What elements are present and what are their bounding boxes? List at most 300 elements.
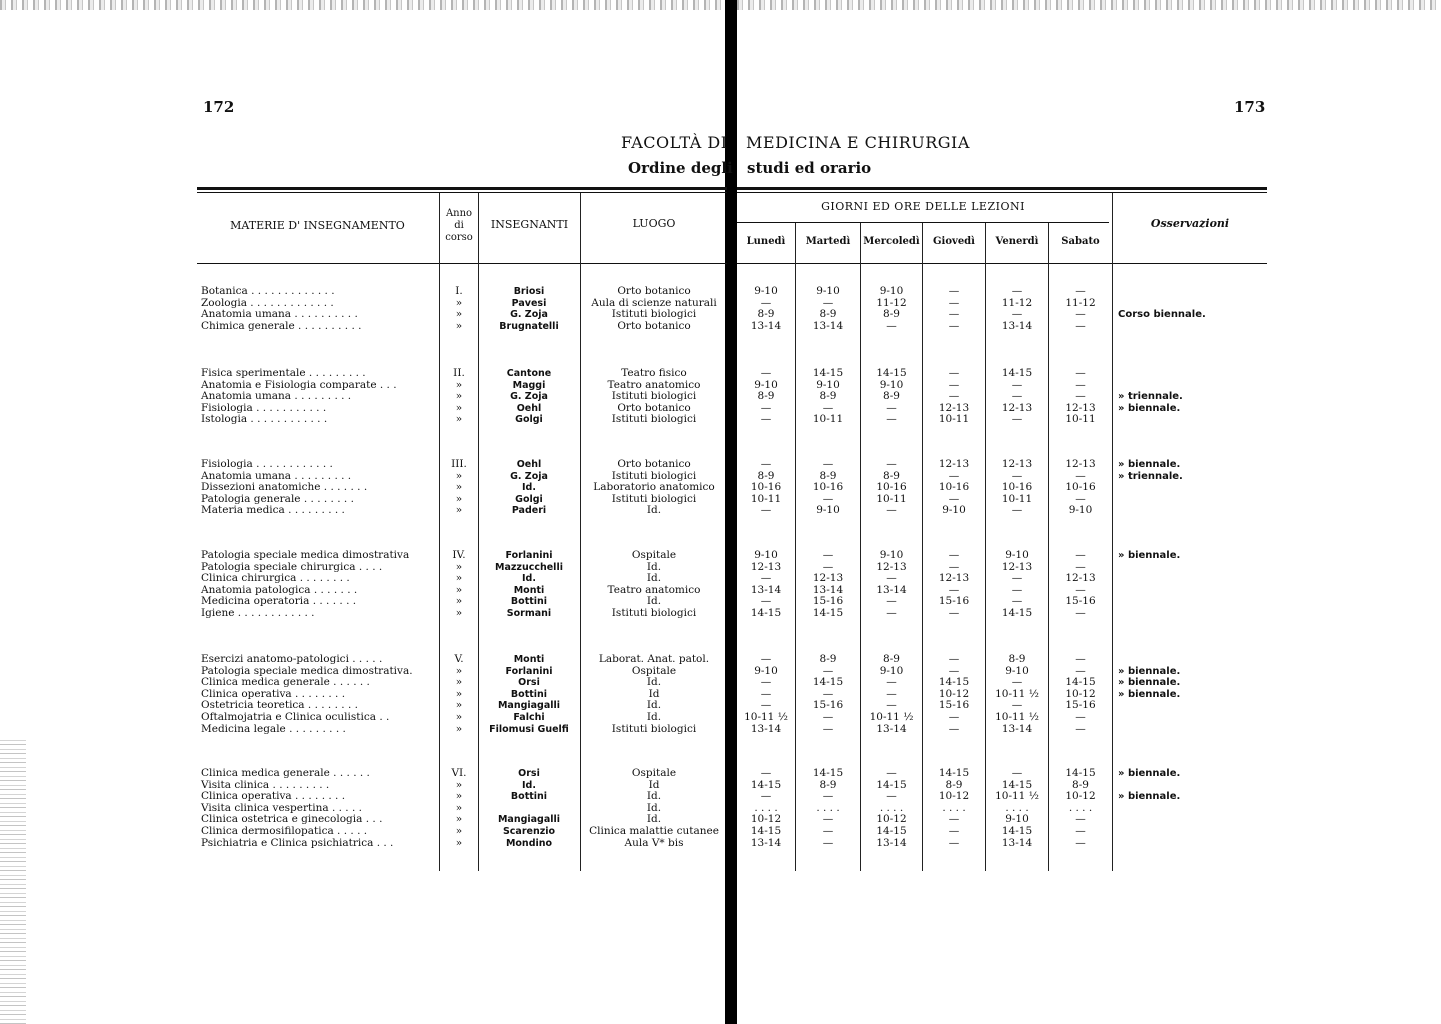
cell-mar-g2-r1: 14-15 (812, 367, 844, 379)
cell-gio-g6-r7: — (948, 836, 960, 849)
cell-lun-g1-r1: 9-10 (754, 285, 778, 297)
cell-insegnanti-g2-r3: G. Zoja (510, 391, 548, 403)
cell-sab-g5-r5: 15-16 (1065, 699, 1096, 712)
cell-insegnanti-g2-r4: Oehl (516, 402, 542, 414)
cell-mer-g2-r3: 8-9 (883, 390, 900, 403)
cell-gio-g4-r6: — (948, 607, 960, 619)
cell-mar-g3-r5: 9-10 (816, 504, 840, 517)
vline-day-4 (985, 223, 986, 871)
cell-mer-g1-r4: — (886, 319, 897, 332)
cell-sab-g2-r1: — (1075, 367, 1086, 379)
cell-materie-g5-r1: Esercizi anatomo-patologici . . . . . (201, 653, 383, 665)
cell-luogo-g6-r2: Id (648, 778, 660, 791)
cell-ven-g3-r3: 10-16 (1001, 481, 1033, 494)
cell-anno-g2-r3: » (455, 390, 463, 403)
cell-lun-g1-r3: 8-9 (757, 308, 775, 321)
cell-gio-g5-r2: — (948, 664, 960, 677)
cell-materie-g5-r5: Ostetricia teoretica . . . . . . . . (201, 699, 358, 712)
cell-oss-g5-r2: » biennale. (1118, 665, 1181, 677)
cell-ven-g4-r6: 14-15 (1001, 607, 1033, 619)
cell-mar-g1-r2: — (822, 296, 834, 309)
cell-ven-g4-r1: 9-10 (1005, 549, 1029, 561)
cell-mar-g3-r1: — (822, 458, 834, 470)
cell-gio-g6-r5: — (948, 813, 960, 826)
cell-insegnanti-g2-r2: Maggi (512, 379, 546, 391)
cell-mar-g6-r4: . . . . (816, 801, 840, 814)
cell-ven-g4-r2: 12-13 (1001, 560, 1033, 573)
cell-anno-g4-r4: » (455, 583, 463, 596)
cell-materie-g3-r5: Materia medica . . . . . . . . . (201, 504, 345, 517)
cell-mer-g3-r4: 10-11 (876, 492, 907, 505)
cell-luogo-g5-r4: Id (648, 687, 660, 700)
cell-ven-g1-r2: 11-12 (1001, 296, 1033, 309)
cell-ven-g5-r3: — (1011, 676, 1023, 689)
top-rule-left-thin (197, 192, 727, 193)
cell-mer-g5-r2: 9-10 (879, 664, 904, 677)
cell-ven-g6-r6: 14-15 (1001, 825, 1033, 837)
cell-lun-g4-r6: 14-15 (750, 607, 782, 619)
cell-insegnanti-g1-r1: Briosi (513, 286, 545, 297)
cell-anno-g6-r3: » (455, 790, 463, 803)
title-right: MEDICINA E CHIRURGIA (746, 133, 970, 152)
cell-luogo-g5-r7: Istituti biologici (611, 722, 697, 735)
col-header-anno: Anno di corso (445, 208, 473, 243)
cell-gio-g6-r3: 10-12 (938, 790, 970, 803)
cell-anno-g6-r5: » (455, 813, 463, 826)
cell-sab-g6-r7: — (1075, 836, 1086, 849)
cell-mar-g4-r1: — (822, 549, 834, 561)
cell-mer-g5-r5: — (886, 699, 897, 712)
col-header-materie: MATERIE D' INSEGNAMENTO (230, 219, 405, 232)
cell-insegnanti-g5-r2: Forlanini (505, 665, 553, 677)
cell-anno-g2-r1: II. (453, 367, 465, 379)
cell-mar-g2-r2: 9-10 (816, 378, 840, 391)
cell-sab-g6-r2: 8-9 (1072, 778, 1089, 791)
cell-gio-g5-r6: — (948, 711, 960, 723)
cell-gio-g2-r3: — (948, 390, 960, 403)
cell-gio-g1-r4: — (948, 319, 960, 332)
day-header-sabato: Sabato (1061, 236, 1100, 247)
cell-sab-g2-r2: — (1075, 378, 1086, 391)
cell-insegnanti-g2-r1: Cantone (506, 368, 552, 379)
cell-mar-g5-r4: — (822, 687, 834, 700)
cell-sab-g4-r3: 12-13 (1065, 572, 1096, 585)
cell-gio-g2-r1: — (948, 367, 960, 379)
cell-gio-g3-r4: — (948, 492, 960, 505)
cell-luogo-g1-r4: Orto botanico (617, 319, 691, 332)
cell-anno-g4-r3: » (455, 572, 463, 585)
cell-materie-g5-r3: Clinica medica generale . . . . . . (201, 676, 370, 689)
cell-anno-g3-r1: III. (451, 458, 467, 470)
cell-mer-g5-r1: 8-9 (883, 653, 900, 665)
cell-gio-g5-r7: — (948, 722, 960, 735)
cell-gio-g5-r4: 10-12 (938, 687, 970, 700)
cell-mar-g6-r1: 14-15 (812, 767, 844, 779)
cell-luogo-g5-r5: Id. (646, 699, 662, 712)
cell-ven-g3-r2: — (1011, 469, 1023, 482)
cell-materie-g1-r2: Zoologia . . . . . . . . . . . . . (201, 296, 334, 309)
cell-materie-g5-r6: Oftalmojatria e Clinica oculistica . . (201, 711, 390, 723)
cell-materie-g1-r4: Chimica generale . . . . . . . . . . (201, 319, 362, 332)
cell-mer-g3-r2: 8-9 (883, 469, 900, 482)
cell-oss-g4-r1: » biennale. (1118, 550, 1181, 561)
cell-sab-g6-r5: — (1075, 813, 1086, 826)
cell-ven-g3-r1: 12-13 (1001, 458, 1033, 470)
cell-mer-g4-r6: — (886, 607, 897, 619)
subtitle-left: Ordine degli (628, 159, 733, 177)
cell-materie-g1-r1: Botanica . . . . . . . . . . . . . (201, 285, 335, 297)
cell-lun-g5-r3: — (760, 676, 772, 689)
cell-ven-g6-r4: . . . . (1005, 801, 1029, 814)
cell-sab-g6-r4: . . . . (1068, 801, 1093, 814)
cell-insegnanti-g4-r4: Monti (513, 584, 545, 596)
cell-sab-g1-r2: 11-12 (1065, 296, 1096, 309)
title-left: FACOLTÀ DI (621, 133, 728, 152)
cell-luogo-g5-r1: Laborat. Anat. patol. (598, 653, 710, 665)
cell-mar-g4-r3: 12-13 (812, 572, 844, 585)
col-header-luogo: LUOGO (632, 217, 676, 230)
cell-ven-g5-r1: 8-9 (1008, 653, 1026, 665)
cell-anno-g1-r2: » (455, 296, 463, 309)
cell-insegnanti-g5-r6: Falchi (513, 712, 545, 723)
cell-mar-g4-r4: 13-14 (812, 583, 844, 596)
cell-luogo-g2-r5: Istituti biologici (611, 413, 697, 426)
cell-materie-g2-r5: Istologia . . . . . . . . . . . . (201, 413, 328, 426)
cell-insegnanti-g1-r2: Pavesi (511, 297, 547, 309)
cell-lun-g6-r2: 14-15 (750, 778, 782, 791)
scan-noise-top (0, 0, 1441, 10)
cell-sab-g4-r2: — (1075, 560, 1086, 573)
cell-insegnanti-g6-r7: Mondino (505, 837, 553, 849)
cell-lun-g5-r7: 13-14 (750, 722, 782, 735)
scan-noise-left (0, 740, 26, 1024)
cell-insegnanti-g5-r1: Monti (513, 654, 545, 665)
cell-gio-g3-r1: 12-13 (938, 458, 970, 470)
cell-anno-g5-r5: » (455, 699, 463, 712)
cell-insegnanti-g1-r3: G. Zoja (510, 309, 548, 321)
giorni-rule (737, 222, 1109, 223)
cell-lun-g1-r4: 13-14 (750, 319, 782, 332)
cell-oss-g5-r3: » biennale. (1118, 677, 1181, 689)
cell-gio-g5-r5: 15-16 (938, 699, 970, 712)
cell-materie-g6-r7: Psichiatria e Clinica psichiatrica . . . (201, 836, 394, 849)
cell-anno-g5-r2: » (455, 664, 463, 677)
cell-sab-g5-r2: — (1075, 664, 1086, 677)
cell-luogo-g1-r2: Aula di scienze naturali (591, 296, 717, 309)
cell-lun-g3-r1: — (760, 458, 772, 470)
cell-mer-g6-r5: 10-12 (876, 813, 907, 826)
cell-materie-g6-r6: Clinica dermosifilopatica . . . . . (201, 825, 368, 837)
cell-luogo-g3-r4: Istituti biologici (611, 492, 697, 505)
cell-anno-g4-r5: » (455, 595, 463, 608)
cell-insegnanti-g3-r4: Golgi (515, 493, 543, 505)
cell-luogo-g1-r1: Orto botanico (617, 285, 691, 297)
cell-mar-g4-r2: — (822, 560, 834, 573)
cell-mer-g3-r1: — (886, 458, 897, 470)
cell-ven-g6-r2: 14-15 (1001, 778, 1033, 791)
cell-mer-g1-r1: 9-10 (879, 285, 904, 297)
cell-anno-g1-r1: I. (455, 285, 463, 297)
cell-sab-g5-r4: 10-12 (1065, 687, 1096, 700)
cell-luogo-g6-r3: Id. (646, 790, 662, 803)
cell-gio-g6-r2: 8-9 (945, 778, 963, 791)
cell-gio-g4-r5: 15-16 (938, 595, 970, 608)
cell-lun-g6-r4: . . . . (754, 801, 778, 814)
cell-sab-g5-r1: — (1075, 653, 1086, 665)
cell-anno-g6-r1: VI. (451, 767, 467, 779)
cell-lun-g4-r3: — (760, 572, 772, 585)
header-rule-right (737, 263, 1267, 264)
vline-osservazioni (1112, 193, 1113, 871)
cell-mar-g1-r4: 13-14 (812, 319, 844, 332)
cell-materie-g2-r2: Anatomia e Fisiologia comparate . . . (201, 378, 397, 391)
cell-sab-g3-r5: 9-10 (1068, 504, 1093, 517)
cell-mar-g1-r3: 8-9 (819, 308, 837, 321)
cell-ven-g1-r4: 13-14 (1001, 319, 1033, 332)
cell-mer-g5-r6: 10-11 ½ (869, 711, 914, 723)
cell-luogo-g6-r4: Id. (646, 801, 662, 814)
day-header-martedi: Martedì (805, 236, 851, 247)
cell-mer-g4-r5: — (886, 595, 897, 608)
cell-mar-g5-r7: — (822, 722, 834, 735)
cell-materie-g4-r1: Patologia speciale medica dimostrativa (201, 549, 410, 561)
cell-gio-g1-r1: — (948, 285, 960, 297)
cell-lun-g5-r6: 10-11 ½ (744, 711, 788, 723)
cell-materie-g6-r5: Clinica ostetrica e ginecologia . . . (201, 813, 383, 826)
cell-sab-g3-r1: 12-13 (1065, 458, 1096, 470)
cell-mar-g2-r3: 8-9 (819, 390, 837, 403)
cell-insegnanti-g5-r4: Bottini (510, 688, 548, 700)
cell-anno-g2-r2: » (455, 378, 463, 391)
cell-anno-g3-r3: » (455, 481, 463, 494)
cell-mar-g5-r1: 8-9 (819, 653, 837, 665)
cell-luogo-g3-r1: Orto botanico (617, 458, 691, 470)
cell-lun-g4-r4: 13-14 (750, 583, 782, 596)
cell-gio-g1-r3: — (948, 308, 960, 321)
day-header-venerdi: Venerdì (995, 236, 1039, 247)
cell-luogo-g4-r5: Id. (646, 595, 662, 608)
cell-sab-g3-r2: — (1075, 469, 1086, 482)
cell-sab-g6-r1: 14-15 (1065, 767, 1096, 779)
cell-insegnanti-g5-r7: Filomusi Guelfi (489, 723, 569, 735)
cell-sab-g2-r3: — (1075, 390, 1086, 403)
cell-sab-g4-r5: 15-16 (1065, 595, 1096, 608)
cell-luogo-g4-r1: Ospitale (631, 549, 677, 561)
cell-materie-g3-r2: Anatomia umana . . . . . . . . . (201, 469, 352, 482)
cell-ven-g6-r5: 9-10 (1005, 813, 1029, 826)
cell-ven-g2-r3: — (1011, 390, 1023, 403)
cell-luogo-g6-r1: Ospitale (631, 767, 677, 779)
cell-insegnanti-g6-r5: Mangiagalli (497, 814, 561, 826)
cell-gio-g4-r2: — (948, 560, 960, 573)
cell-insegnanti-g4-r5: Bottini (510, 596, 548, 608)
cell-luogo-g2-r1: Teatro fisico (621, 367, 687, 379)
cell-materie-g4-r3: Clinica chirurgica . . . . . . . . (201, 572, 350, 585)
cell-lun-g5-r5: — (760, 699, 772, 712)
cell-sab-g5-r7: — (1075, 722, 1086, 735)
subtitle-right: studi ed orario (747, 159, 872, 177)
cell-materie-g6-r2: Visita clinica . . . . . . . . . (201, 778, 330, 791)
cell-ven-g4-r3: — (1011, 572, 1023, 585)
cell-mer-g4-r3: — (886, 572, 897, 585)
cell-anno-g5-r4: » (455, 687, 463, 700)
cell-gio-g2-r2: — (948, 378, 960, 391)
cell-lun-g2-r3: 8-9 (757, 390, 775, 403)
cell-luogo-g4-r2: Id. (646, 560, 662, 573)
cell-anno-g5-r1: V. (454, 653, 464, 665)
cell-lun-g5-r4: — (760, 687, 772, 700)
cell-luogo-g4-r4: Teatro anatomico (607, 583, 701, 596)
cell-sab-g4-r6: — (1075, 607, 1086, 619)
cell-anno-g4-r1: IV. (452, 549, 466, 561)
cell-mar-g6-r6: — (822, 825, 834, 837)
cell-anno-g5-r3: » (455, 676, 463, 689)
cell-anno-g6-r2: » (455, 778, 463, 791)
cell-luogo-g5-r3: Id. (646, 676, 662, 689)
cell-mar-g3-r2: 8-9 (819, 469, 837, 482)
cell-oss-g2-r4: » biennale. (1118, 402, 1181, 414)
cell-ven-g5-r7: 13-14 (1001, 722, 1033, 735)
vline-day-3 (922, 223, 923, 871)
top-rule-left (197, 187, 727, 190)
cell-ven-g5-r2: 9-10 (1005, 664, 1029, 677)
cell-insegnanti-g6-r2: Id. (522, 779, 536, 791)
cell-insegnanti-g4-r2: Mazzucchelli (495, 561, 563, 573)
cell-insegnanti-g3-r3: Id. (522, 482, 536, 494)
cell-materie-g2-r3: Anatomia umana . . . . . . . . . (201, 390, 352, 403)
cell-ven-g2-r2: — (1011, 378, 1023, 391)
cell-ven-g6-r1: — (1011, 767, 1023, 779)
cell-lun-g4-r5: — (760, 595, 772, 608)
cell-gio-g1-r2: — (948, 296, 960, 309)
cell-lun-g3-r5: — (760, 504, 772, 517)
col-header-insegnanti: INSEGNANTI (490, 218, 569, 231)
cell-lun-g2-r1: — (760, 367, 772, 379)
cell-ven-g3-r4: 10-11 (1001, 492, 1033, 505)
cell-insegnanti-g3-r5: Paderi (511, 505, 547, 517)
cell-gio-g4-r1: — (948, 549, 960, 561)
cell-gio-g3-r2: — (948, 469, 960, 482)
cell-lun-g1-r2: — (760, 296, 772, 309)
book-spine (725, 0, 737, 1024)
cell-mar-g5-r5: 15-16 (812, 699, 844, 712)
cell-mer-g3-r3: 10-16 (876, 481, 907, 494)
cell-luogo-g3-r3: Laboratorio anatomico (593, 481, 715, 494)
cell-mer-g2-r4: — (886, 401, 897, 414)
day-header-mercoledi: Mercoledì (863, 236, 920, 247)
cell-ven-g1-r1: — (1011, 285, 1023, 297)
cell-sab-g3-r3: 10-16 (1065, 481, 1096, 494)
cell-luogo-g6-r7: Aula V* bis (624, 836, 684, 849)
cell-ven-g4-r5: — (1011, 595, 1023, 608)
cell-mar-g5-r3: 14-15 (812, 676, 844, 689)
cell-mer-g4-r4: 13-14 (876, 583, 907, 596)
cell-ven-g2-r5: — (1011, 413, 1023, 426)
cell-sab-g2-r5: 10-11 (1065, 413, 1096, 426)
cell-materie-g6-r1: Clinica medica generale . . . . . . (201, 767, 370, 779)
cell-materie-g4-r2: Patologia speciale chirurgica . . . . (201, 560, 383, 573)
cell-lun-g2-r2: 9-10 (754, 378, 778, 391)
cell-oss-g6-r1: » biennale. (1118, 768, 1181, 779)
cell-lun-g3-r3: 10-16 (750, 481, 782, 494)
cell-sab-g6-r3: 10-12 (1065, 790, 1096, 803)
cell-materie-g2-r4: Fisiologia . . . . . . . . . . . (201, 401, 327, 414)
cell-mer-g6-r2: 14-15 (876, 778, 907, 791)
cell-lun-g6-r1: — (760, 767, 772, 779)
cell-materie-g4-r4: Anatomia patologica . . . . . . . (201, 583, 358, 596)
cell-mar-g3-r3: 10-16 (812, 481, 844, 494)
cell-luogo-g4-r6: Istituti biologici (611, 607, 697, 619)
cell-sab-g4-r4: — (1075, 583, 1086, 596)
cell-gio-g3-r5: 9-10 (942, 504, 966, 517)
cell-insegnanti-g4-r3: Id. (522, 573, 536, 585)
cell-lun-g2-r5: — (760, 413, 772, 426)
cell-mer-g2-r5: — (886, 413, 897, 426)
cell-gio-g6-r6: — (948, 825, 960, 837)
cell-gio-g6-r4: . . . . (942, 801, 966, 814)
cell-mer-g6-r6: 14-15 (876, 825, 907, 837)
cell-mer-g1-r2: 11-12 (876, 296, 907, 309)
cell-anno-g5-r7: » (455, 722, 463, 735)
cell-insegnanti-g5-r5: Mangiagalli (497, 700, 561, 712)
cell-ven-g3-r5: — (1011, 504, 1023, 517)
cell-mer-g6-r1: — (886, 767, 897, 779)
vline-day-2 (860, 223, 861, 871)
cell-mar-g6-r2: 8-9 (819, 778, 837, 791)
cell-mer-g6-r3: — (886, 790, 897, 803)
cell-materie-g5-r2: Patologia speciale medica dimostrativa. (201, 664, 413, 677)
cell-materie-g5-r7: Medicina legale . . . . . . . . . (201, 722, 346, 735)
page-number-right: 173 (1234, 98, 1266, 116)
top-rule-right-thin (737, 192, 1267, 193)
cell-mer-g6-r7: 13-14 (876, 836, 907, 849)
cell-materie-g3-r4: Patologia generale . . . . . . . . (201, 492, 354, 505)
cell-mer-g6-r4: . . . . (879, 801, 904, 814)
cell-mer-g2-r2: 9-10 (879, 378, 904, 391)
cell-anno-g6-r4: » (455, 801, 463, 814)
vline-day-5 (1048, 223, 1049, 871)
day-header-lunedi: Lunedì (746, 236, 786, 247)
cell-luogo-g3-r2: Istituti biologici (611, 469, 697, 482)
col-header-osservazioni: Osservazioni (1150, 217, 1230, 230)
cell-oss-g1-r3: Corso biennale. (1118, 309, 1206, 321)
cell-mer-g3-r5: — (886, 504, 897, 517)
cell-insegnanti-g3-r1: Oehl (516, 459, 542, 470)
cell-mer-g4-r1: 9-10 (879, 549, 904, 561)
vline-luogo (580, 193, 581, 871)
cell-anno-g5-r6: » (455, 711, 463, 723)
cell-lun-g3-r2: 8-9 (757, 469, 775, 482)
cell-mar-g6-r3: — (822, 790, 834, 803)
cell-sab-g1-r1: — (1075, 285, 1086, 297)
cell-materie-g2-r1: Fisica sperimentale . . . . . . . . . (201, 367, 366, 379)
cell-lun-g4-r1: 9-10 (754, 549, 778, 561)
cell-sab-g4-r1: — (1075, 549, 1086, 561)
cell-ven-g5-r4: 10-11 ½ (995, 687, 1039, 700)
cell-luogo-g6-r6: Clinica malattie cutanee (589, 825, 719, 837)
cell-gio-g4-r4: — (948, 583, 960, 596)
cell-gio-g2-r4: 12-13 (938, 401, 970, 414)
cell-anno-g4-r6: » (455, 607, 463, 619)
cell-lun-g5-r2: 9-10 (754, 664, 778, 677)
cell-lun-g3-r4: 10-11 (750, 492, 782, 505)
day-header-giovedi: Giovedì (933, 236, 975, 247)
cell-anno-g3-r5: » (455, 504, 463, 517)
cell-gio-g4-r3: 12-13 (938, 572, 970, 585)
cell-mar-g4-r6: 14-15 (812, 607, 844, 619)
cell-mer-g5-r4: — (886, 687, 897, 700)
cell-mar-g3-r4: — (822, 492, 834, 505)
